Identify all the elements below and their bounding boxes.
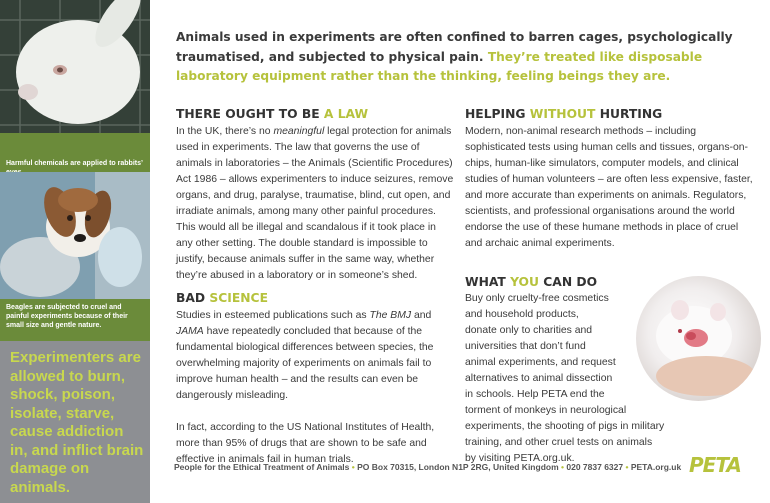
science-p1-post: have repeatedly concluded that because of the fundamental biological differences between species, the overwhelming majority of experiments on animals fail to improve human health – and the results can even be dangerously misleading. bbox=[176, 326, 434, 401]
cando-line: universities that don’t fund bbox=[465, 341, 586, 352]
cando-line: donate only to charities and bbox=[465, 325, 593, 336]
science-heading bbox=[176, 291, 268, 306]
science-journal-bmj: The BMJ bbox=[369, 310, 412, 321]
science-journal-jama: JAMA bbox=[176, 326, 204, 337]
sidebar-quote: Experimenters are allowed to burn, shock, poison, isolate, starve, cause addiction in, and inflict brain damage on animals. bbox=[10, 349, 144, 496]
footer-org: People for the Ethical Treatment of Animals bbox=[174, 462, 350, 472]
beagle-caption: Beagles are subjected to cruel and painful experiments because of their small size and gentle nature. bbox=[0, 299, 150, 341]
helping-body: Modern, non-animal research methods – including sophisticated tests using human cells and tissues, organs-on-chips, human-like simulators, computer models, and clinical studies of human volunteers – are often less expensive, faster, and more accurate than experiments on animals. Regulators, scientists, and professional organisations around the world endorse the use of these humane methods in place of cruel and archaic animal experiments. bbox=[465, 126, 753, 249]
rat-photo bbox=[636, 276, 761, 401]
footer-address: PO Box 70315, London N1P 2RG, United Kingdom bbox=[357, 462, 559, 472]
law-body bbox=[176, 124, 454, 284]
science-heading-accent: SCIENCE bbox=[209, 291, 268, 305]
law-body-post: legal protection for animals used in experiments. The law that governs the use of animals in laboratories – the Animals (Scientific Procedures) Act 1986 – allows experimenters to induce seizures, remove organs, and drug, paralyse, traumatise, blind, cut open, and irradiate animals, among many other painful procedures. This would all be illegal and scandalous if it took place in any other setting. The double standard is impossible to justify, because animals suffer in the same way, whether they’re abused in a laboratory or in someone’s shed. bbox=[176, 126, 454, 281]
helping-heading-post: HURTING bbox=[595, 107, 663, 121]
rabbit-illustration bbox=[0, 0, 150, 133]
cando-line: alternatives to animal dissection bbox=[465, 373, 613, 384]
footer-separator: • bbox=[351, 462, 355, 472]
science-p1-pre: Studies in esteemed publications such as bbox=[176, 310, 370, 321]
law-heading bbox=[176, 107, 368, 122]
helping-heading-accent: WITHOUT bbox=[529, 107, 596, 121]
footer-contact bbox=[174, 462, 681, 472]
science-paragraph-2: In fact, according to the US National Institutes of Health, more than 95% of drugs that are shown to be safe and effective in animals fail in human trials. bbox=[176, 422, 435, 465]
science-paragraph-1 bbox=[176, 308, 458, 404]
cando-line: Buy only cruelty-free cosmetics bbox=[465, 293, 609, 304]
cando-line: and household products, bbox=[465, 309, 579, 320]
cando-line: torment of monkeys in neurological bbox=[465, 405, 627, 416]
cando-heading bbox=[465, 275, 597, 290]
intro-main: Animals used in experiments are often confined to barren cages, psychologically traumatised, and subjected to physical pain. bbox=[176, 30, 733, 64]
footer-separator: • bbox=[625, 462, 629, 472]
rabbit-caption: Harmful chemicals are applied to rabbits’ bbox=[0, 133, 150, 172]
science-p1-mid: and bbox=[411, 310, 432, 321]
helping-heading-pre: HELPING bbox=[465, 107, 530, 121]
cando-line: by visiting PETA.org.uk. bbox=[465, 453, 575, 464]
rat-illustration bbox=[636, 276, 761, 401]
law-body-emphasis: meaningful bbox=[273, 126, 325, 137]
intro-accent: They’re treated like disposable laboratory equipment rather than the thinking, feeling beings they are. bbox=[176, 49, 703, 83]
science-heading-main: BAD bbox=[176, 291, 210, 305]
science-body bbox=[176, 308, 458, 468]
helping-heading bbox=[465, 107, 662, 122]
intro-paragraph bbox=[176, 28, 756, 87]
law-heading-accent: A LAW bbox=[323, 107, 369, 121]
cando-line: experiments, the shooting of pigs in military bbox=[465, 421, 665, 432]
cando-heading-accent: YOU bbox=[510, 275, 539, 289]
cando-heading-post: CAN DO bbox=[539, 275, 598, 289]
peta-logo: PETA bbox=[689, 453, 741, 477]
cando-line: animal experiments, and request bbox=[465, 357, 616, 368]
footer-phone: 020 7837 6327 bbox=[566, 462, 624, 472]
rabbit-photo bbox=[0, 0, 150, 133]
cando-line: training, and other cruel tests on animals bbox=[465, 437, 653, 448]
cando-line: in schools. Help PETA end the bbox=[465, 389, 605, 400]
law-heading-main: THERE OUGHT TO BE bbox=[176, 107, 324, 121]
cando-heading-pre: WHAT bbox=[465, 275, 511, 289]
footer-separator: • bbox=[561, 462, 564, 472]
beagle-photo bbox=[0, 172, 150, 299]
footer-website: PETA.org.uk bbox=[630, 462, 682, 472]
left-sidebar bbox=[0, 0, 150, 503]
beagle-illustration bbox=[0, 172, 150, 299]
law-body-pre: In the UK, there’s no bbox=[176, 126, 274, 137]
